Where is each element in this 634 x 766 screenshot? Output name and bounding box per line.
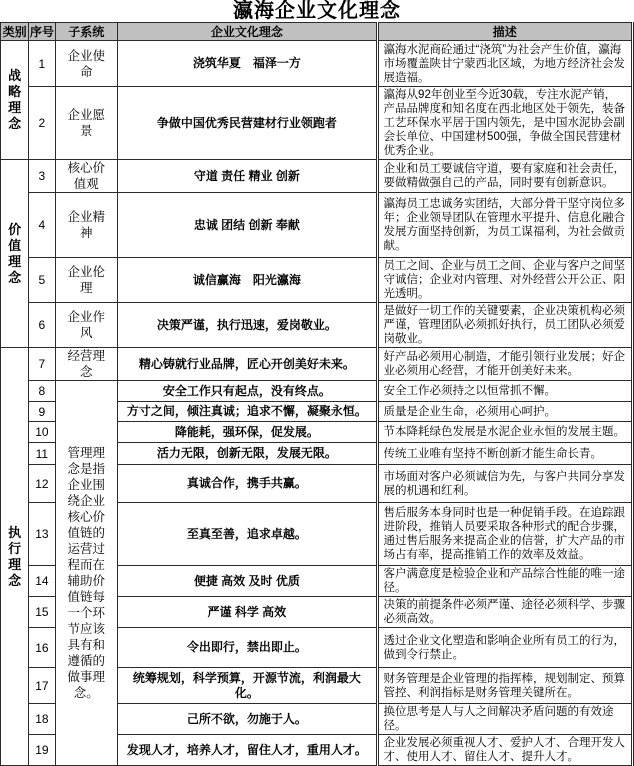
idea-cell: 安全工作只有起点，没有终点。 xyxy=(118,381,377,402)
header-description: 描述 xyxy=(377,23,632,41)
idea-cell: 严谨 科学 高效 xyxy=(118,597,377,628)
row-number-cell: 12 xyxy=(29,465,55,503)
idea-cell: 浇筑华夏 福泽一方 xyxy=(118,41,377,87)
page-title: 瀛海企业文化理念 xyxy=(233,0,401,22)
description-cell: 节本降耗绿色发展是水泥企业永恒的发展主题。 xyxy=(377,422,632,443)
subsystem-cell: 核心价值观 xyxy=(55,160,118,193)
row-number-cell: 4 xyxy=(29,193,55,258)
idea-cell: 己所不欲，勿施于人。 xyxy=(118,704,377,735)
description-cell: 企业和员工要诚信守道，要有家庭和社会责任，要做精做强自己的产品，同时要有创新意识。 xyxy=(377,160,632,193)
row-number-cell: 9 xyxy=(29,402,55,422)
category-cell: 战略理念 xyxy=(1,41,29,160)
idea-cell: 降能耗，强环保，促发展。 xyxy=(118,422,377,443)
row-number-cell: 13 xyxy=(29,503,55,566)
subsystem-cell: 经营理念 xyxy=(55,348,118,381)
table-body xyxy=(1,41,633,766)
header-category: 类别 xyxy=(1,23,29,41)
table-row xyxy=(1,381,633,402)
table-row xyxy=(1,87,633,160)
category-cell: 价值理念 xyxy=(1,160,29,348)
idea-cell: 争做中国优秀民营建材行业领跑者 xyxy=(118,87,377,160)
idea-cell: 令出即行，禁出即止。 xyxy=(118,628,377,668)
description-cell: 换位思考是人与人之间解决矛盾问题的有效途径。 xyxy=(377,704,632,735)
category-cell: 执行理念 xyxy=(1,348,29,766)
table-row xyxy=(1,160,633,193)
header-subsystem: 子系统 xyxy=(55,23,118,41)
description-cell: 市场面对客户必须诚信为先，与客户共同分享发展的机遇和红利。 xyxy=(377,465,632,503)
idea-cell: 真诚合作，携手共赢。 xyxy=(118,465,377,503)
description-cell: 好产品必须用心制造，才能引领行业发展；好企业必须用心经营，才能开创美好未来。 xyxy=(377,348,632,381)
idea-cell: 诚信赢海 阳光瀛海 xyxy=(118,258,377,303)
idea-cell: 统筹规划，科学预算，开源节流，利润最大化。 xyxy=(118,668,377,704)
idea-cell: 精心铸就行业品牌，匠心开创美好未来。 xyxy=(118,348,377,381)
description-cell: 传统工业唯有坚持不断创新才能生命长青。 xyxy=(377,443,632,465)
table-header-row xyxy=(1,23,633,41)
row-number-cell: 3 xyxy=(29,160,55,193)
table-row xyxy=(1,348,633,381)
description-cell: 决策的前提条件必须严谨、途径必须科学、步骤必须高效。 xyxy=(377,597,632,628)
idea-cell: 至真至善，追求卓越。 xyxy=(118,503,377,566)
table-row xyxy=(1,258,633,303)
row-number-cell: 15 xyxy=(29,597,55,628)
row-number-cell: 16 xyxy=(29,628,55,668)
description-cell: 透过企业文化塑造和影响企业所有员工的行为，做到令行禁止。 xyxy=(377,628,632,668)
idea-cell: 决策严谨，执行迅速，爱岗敬业。 xyxy=(118,303,377,348)
description-cell: 员工之间、企业与员工之间、企业与客户之间坚守诚信；企业对内管理、对外经营公开公正、阳光透明。 xyxy=(377,258,632,303)
subsystem-merged-cell: 管理理念是指企业围绕企业核心价值链的运营过程而在辅助价值链每一个环节应该具有和遵循的做事理念。 xyxy=(55,381,118,766)
table-row xyxy=(1,41,633,87)
subsystem-cell: 企业愿景 xyxy=(55,87,118,160)
row-number-cell: 10 xyxy=(29,422,55,443)
row-number-cell: 7 xyxy=(29,348,55,381)
row-number-cell: 5 xyxy=(29,258,55,303)
description-cell: 财务管理是企业管理的指挥棒，规划制定、预算管控、利润指标是财务管理关键所在。 xyxy=(377,668,632,704)
row-number-cell: 19 xyxy=(29,735,55,766)
description-cell: 企业发展必须重视人才、爱护人才、合理开发人才、使用人才、留住人才、提升人才。 xyxy=(377,735,632,766)
idea-cell: 方寸之间，倾注真诚；追求不懈，凝聚永恒。 xyxy=(118,402,377,422)
row-number-cell: 14 xyxy=(29,566,55,597)
idea-cell: 忠诚 团结 创新 奉献 xyxy=(118,193,377,258)
description-cell: 安全工作必须持之以恒常抓不懈。 xyxy=(377,381,632,402)
table-row xyxy=(1,193,633,258)
subsystem-cell: 企业作风 xyxy=(55,303,118,348)
row-number-cell: 8 xyxy=(29,381,55,402)
header-number: 序号 xyxy=(29,23,55,41)
description-cell: 瀛海从92年创业至今近30载，专注水泥产销，产品品牌度和知名度在西北地区处于领先，装备工艺环保水平居于国内领先，是中国水泥协会副会长单位、中国建材500强，争做全国民营建材优秀企业。 xyxy=(377,87,632,160)
description-cell: 是做好一切工作的关键要素，企业决策机构必须严谨，管理团队必须抓好执行，员工团队必须爱岗敬业。 xyxy=(377,303,632,348)
description-cell: 瀛海水泥商砼通过“浇筑”为社会产生价值，瀛海市场覆盖陕甘宁蒙西北区域，为地方经济社会发展造福。 xyxy=(377,41,632,87)
row-number-cell: 18 xyxy=(29,704,55,735)
table-row xyxy=(1,303,633,348)
culture-table xyxy=(0,22,634,766)
header-idea: 企业文化理念 xyxy=(118,23,377,41)
subsystem-cell: 企业精神 xyxy=(55,193,118,258)
description-cell: 质量是企业生命，必须用心呵护。 xyxy=(377,402,632,422)
idea-cell: 活力无限，创新无限，发展无限。 xyxy=(118,443,377,465)
row-number-cell: 1 xyxy=(29,41,55,87)
idea-cell: 便捷 高效 及时 优质 xyxy=(118,566,377,597)
row-number-cell: 17 xyxy=(29,668,55,704)
idea-cell: 守道 责任 精业 创新 xyxy=(118,160,377,193)
subsystem-cell: 企业伦理 xyxy=(55,258,118,303)
row-number-cell: 11 xyxy=(29,443,55,465)
description-cell: 瀛海员工忠诚务实团结，大部分骨干坚守岗位多年；企业领导团队在管理水平提升、信息化融合发展方面坚持创新，为员工谋福利，为社会做贡献。 xyxy=(377,193,632,258)
description-cell: 客户满意度是检验企业和产品综合性能的唯一途径。 xyxy=(377,566,632,597)
row-number-cell: 6 xyxy=(29,303,55,348)
description-cell: 售后服务本身同时也是一种促销手段。在追踪跟进阶段，推销人员要采取各种形式的配合步骤，通过售后服务来提高企业的信誉，扩大产品的市场占有率，提高推销工作的效率及效益。 xyxy=(377,503,632,566)
idea-cell: 发现人才，培养人才，留住人才，重用人才。 xyxy=(118,735,377,766)
subsystem-cell: 企业使命 xyxy=(55,41,118,87)
row-number-cell: 2 xyxy=(29,87,55,160)
